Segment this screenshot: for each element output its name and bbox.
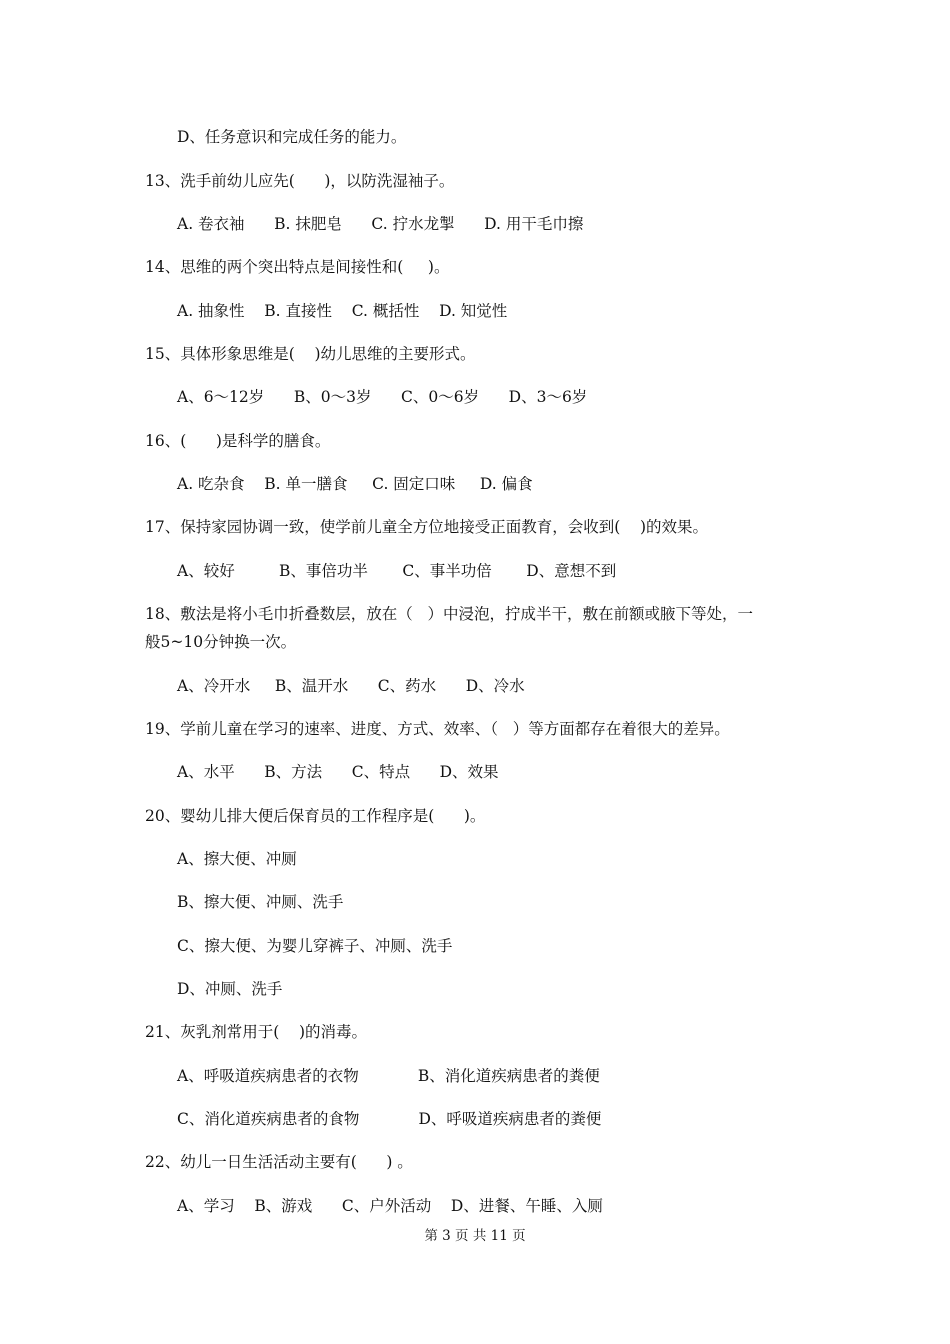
question-18-line-1: 18、敷法是将小毛巾折叠数层，放在（ ）中浸泡，拧成半干，敷在前额或腋下等处，一 [145,605,754,623]
question-22: 22、幼儿一日生活活动主要有( ) 。 [145,1153,413,1171]
question-14-options: A. 抽象性 B. 直接性 C. 概括性 D. 知觉性 [177,302,508,320]
question-15: 15、具体形象思维是( )幼儿思维的主要形式。 [145,345,476,363]
question-21-options-ab: A、呼吸道疾病患者的衣物 B、消化道疾病患者的粪便 [177,1067,600,1085]
question-18-line-2: 般5~10分钟换一次。 [145,633,297,651]
q12-option-d: D、任务意识和完成任务的能力。 [177,128,407,146]
question-18-options: A、冷开水 B、温开水 C、药水 D、冷水 [177,677,525,695]
question-13-options: A. 卷衣袖 B. 抹肥皂 C. 拧水龙掣 D. 用干毛巾擦 [177,215,584,233]
question-20-option-c: C、擦大便、为婴儿穿裤子、冲厕、洗手 [177,937,453,955]
question-14: 14、思维的两个突出特点是间接性和( )。 [145,258,450,276]
page-footer: 第 3 页 共 11 页 [424,1228,526,1244]
question-19: 19、学前儿童在学习的速率、进度、方式、效率、（ ）等方面都存在着很大的差异。 [145,720,730,738]
question-21-options-cd: C、消化道疾病患者的食物 D、呼吸道疾病患者的粪便 [177,1110,602,1128]
question-17-options: A、较好 B、事倍功半 C、事半功倍 D、意想不到 [177,562,617,580]
question-16-options: A. 吃杂食 B. 单一膳食 C. 固定口味 D. 偏食 [177,475,533,493]
question-20-option-b: B、擦大便、冲厕、洗手 [177,893,344,911]
question-15-options: A、6～12岁 B、0～3岁 C、0～6岁 D、3～6岁 [177,388,588,406]
question-13: 13、洗手前幼儿应先( )，以防洗湿袖子。 [145,172,455,190]
question-20-option-a: A、擦大便、冲厕 [177,850,297,868]
question-22-options: A、学习 B、游戏 C、户外活动 D、进餐、午睡、入厕 [177,1197,603,1215]
question-16: 16、( )是科学的膳食。 [145,432,331,450]
question-19-options: A、水平 B、方法 C、特点 D、效果 [177,763,499,781]
question-17: 17、保持家园协调一致，使学前儿童全方位地接受正面教育，会收到( )的效果。 [145,518,709,536]
question-21: 21、灰乳剂常用于( )的消毒。 [145,1023,368,1041]
question-20: 20、婴幼儿排大便后保育员的工作程序是( )。 [145,807,486,825]
question-20-option-d: D、冲厕、洗手 [177,980,283,998]
